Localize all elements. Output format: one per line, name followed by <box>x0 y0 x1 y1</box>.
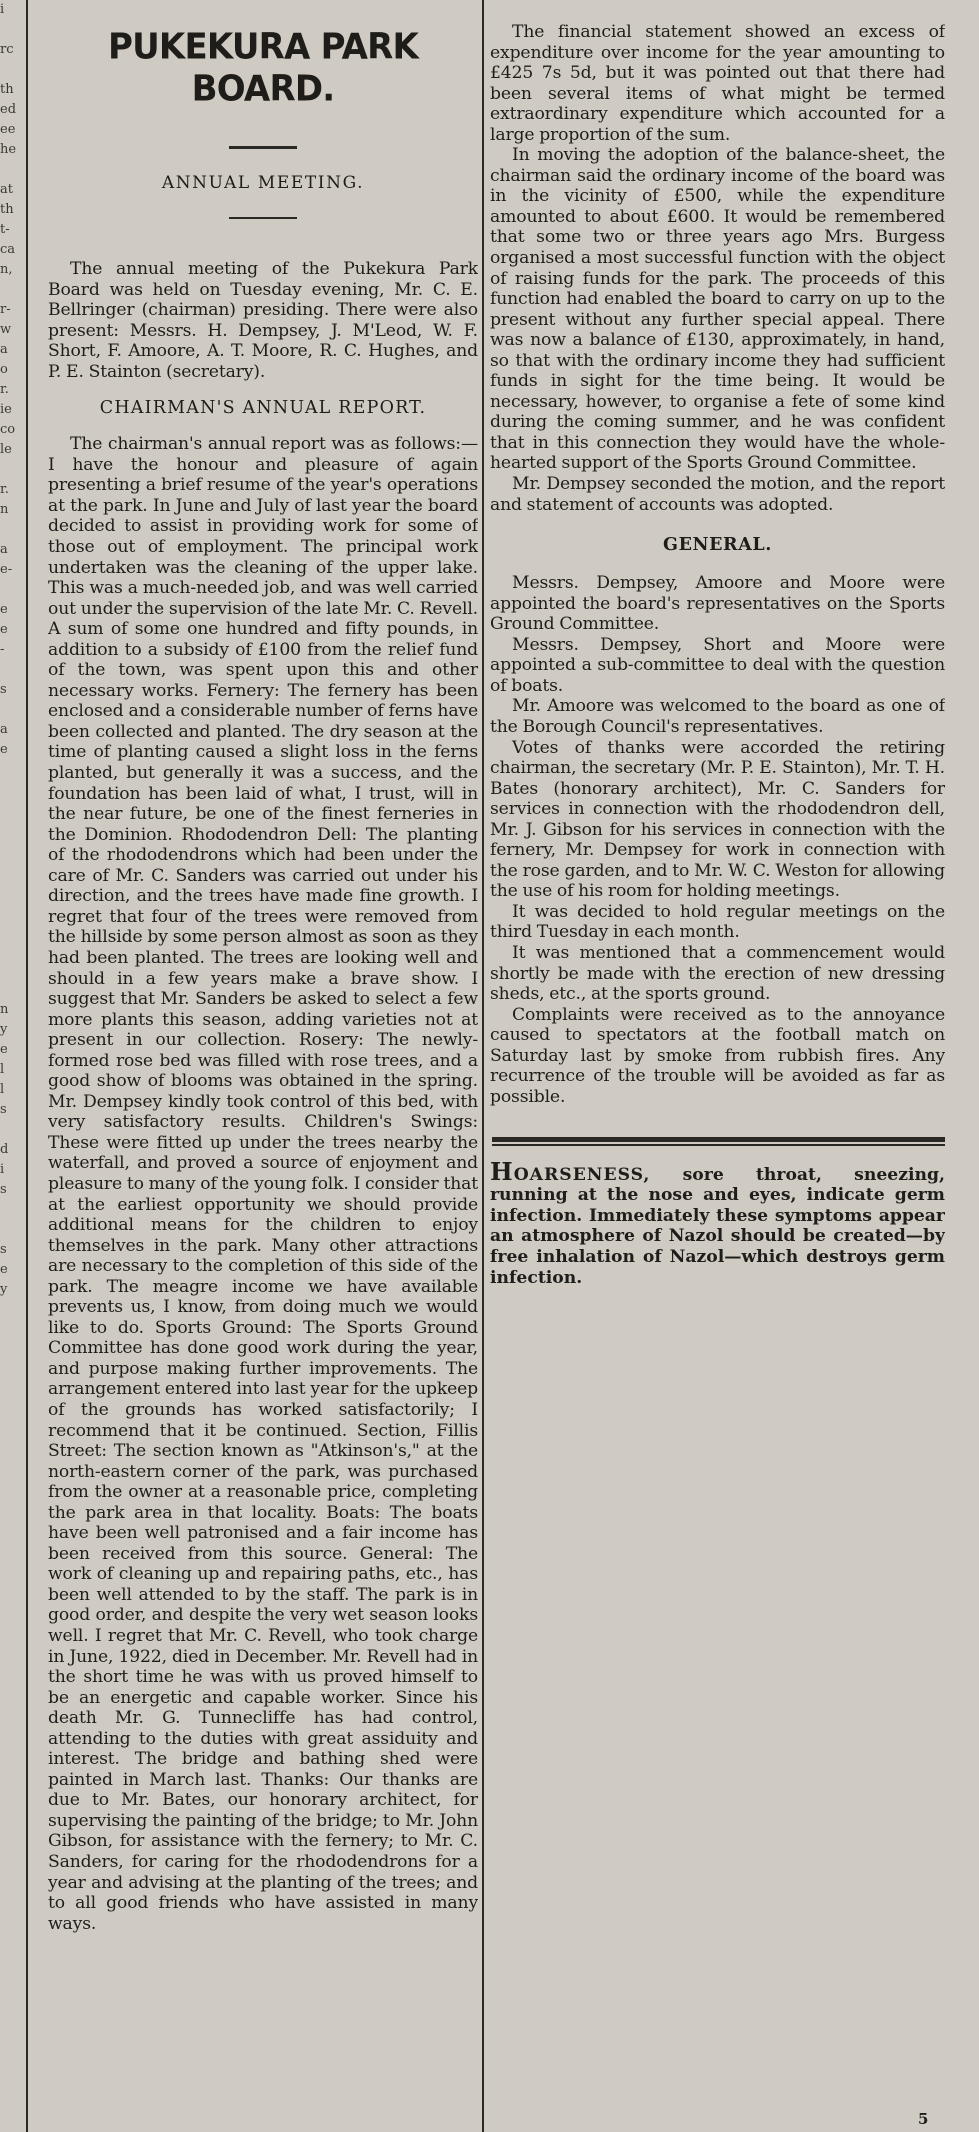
margin-fragment: e- <box>0 562 13 577</box>
margin-fragment <box>0 860 22 880</box>
margin-fragment: y <box>0 1022 8 1037</box>
advert-dropcap: H <box>490 1156 514 1186</box>
general-paragraph-7: Complaints were received as to the annoyance caused to spectators at the football match on Saturday last by smoke from rubbish fires. Any recurrence of the trouble will be avoided as far as possible. <box>490 1004 945 1107</box>
margin-fragment <box>0 960 22 980</box>
margin-fragment: o <box>0 362 8 377</box>
margin-fragment: a <box>0 722 8 737</box>
article-column-1 <box>48 0 478 2114</box>
margin-fragment <box>0 280 22 300</box>
intro-paragraph: The annual meeting of the Pukekura Park Board was held on Tuesday evening, Mr. C. E. Bellringer (chairman) presiding. There were also present: Messrs. H. Dempsey, J. M'Leod, W. F. Short, F. Amoore, A. T. Moore, R. C. Hughes, and P. E. Stainton (secretary). <box>48 259 478 382</box>
margin-fragment <box>0 880 22 900</box>
margin-fragment: e <box>0 1262 8 1277</box>
margin-fragment: e <box>0 602 8 617</box>
column-rule-left <box>26 0 28 2132</box>
margin-fragment: th <box>0 202 14 217</box>
margin-fragment: e <box>0 622 8 637</box>
margin-fragment: w <box>0 322 12 337</box>
margin-fragment <box>0 20 22 40</box>
report-paragraph-part-1: The chairman's annual report was as follows:—I have the honour and pleasure of again presenting a brief resume of the year's operations at the park. In June and July of last year the board decided to assist in providing work for some of those out of employment. The principal work undertaken was the cleaning of the upper lake. This was a much-needed job, and was well carried out under the supervision of the late Mr. C. Revell. A sum of some one hundred and fifty pounds, in addition to a subsidy of £100 from the relief fund of the town, was spent upon this and other necessary works. Fernery: The fernery has been enclosed and a considerable number of ferns have been collected and planted. The dry season at the time of planting caused a slight loss in the ferns planted, but generally it was a success, and the foundation has been laid of what, I trust, will in the near future, be one of the finest ferneries in the Dominion. Rhododendron Dell: The planting of the rhododendrons which had been under the care of Mr. C. Sanders was carried out under his direction, and the trees have made fine growth. I regret that four of the trees were removed from the hillside by some person almost as soon as they had been planted. The trees are looking well and should in a few years make a brave show. I suggest that Mr. Sanders be asked to select a few more plants this season, adding varieties not at present in our collection. Rosery: The newly-formed rose bed was filled with rose trees, and a good show of blooms was obtained in the spring. Mr. Dempsey kindly took control of this bed, with very satisfactory results. Children's Swings: These were fitted up under the trees nearby the waterfall, and proved a source of enjoyment and pleasure to many of the young folk. I consider that at the earliest opportunity we should provide additional means for the children to enjoy themselves in the park. Many other attractions are necessary to the completion of this side of the park. The meagre income we have available prevents us, I know, from doing much we would like to do. Sports Ground: The Sports Ground Committee has done good work during the year, and purpose making further improvements. The arrangement entered into last year for the upkeep of the grounds has worked satisfactorily; I recommend that it be continued. Section, Fillis Street: The section known as "Atkinson's," at the north-eastern corner of the park, was purchased from the owner at a reasonable price, completing the park area in that locality. Boats: The boats have been well patronised and a fair income has been received from this source. General: The work of cleaning up and repairing paths, etc., has been well attended to by the staff. The park is in good order, and despite the very wet season looks well. I regret that Mr. C. Revell, who took charge in June, 1922, died in December. Mr. Revell had in the short time he was with us proved himself to be an energetic and capable worker. Since his death Mr. G. Tunnecliffe has had control, attending to the duties with great assiduity and interest. The bridge and bathing shed were painted in March last. Thanks: Our thanks are due to Mr. Bates, our honorary architect, for supervising the painting of the bridge; to Mr. John Gibson, for assistance with the fernery; to Mr. C. Sanders, for caring for the rhododendrons for a year and advising at the planting of the trees; and to all good friends who have assisted in many ways. <box>48 434 478 1934</box>
general-paragraph-6: It was mentioned that a commencement would shortly be made with the erection of new dressing sheds, etc., at the sports ground. <box>490 942 945 1005</box>
advert-rule-thick <box>492 1137 945 1142</box>
margin-fragment <box>0 780 22 800</box>
margin-fragment <box>0 940 22 960</box>
margin-fragment: a <box>0 542 8 557</box>
margin-fragment <box>0 1520 22 1540</box>
margin-fragment: ed <box>0 102 17 117</box>
margin-fragment: e <box>0 742 8 757</box>
subtitle-dash <box>229 217 297 219</box>
margin-fragment: th <box>0 82 14 97</box>
advert-rule-thin <box>492 1144 945 1146</box>
margin-fragment <box>0 1360 22 1380</box>
report-heading: CHAIRMAN'S ANNUAL REPORT. <box>99 398 427 419</box>
margin-fragment <box>0 580 22 600</box>
financial-statement-paragraph: The financial statement showed an excess of expenditure over income for the year amounting to £425 7s 5d, but it was pointed out that there had been several items of what might be termed extraordinary expenditure which accounted for a large proportion of the sum. <box>490 22 945 145</box>
margin-fragment: rc <box>0 42 14 57</box>
margin-fragment: l <box>0 1062 5 1077</box>
nazol-advert <box>490 1156 945 1288</box>
margin-fragment: n <box>0 1002 9 1017</box>
margin-fragment <box>0 800 22 820</box>
margin-fragment <box>0 700 22 720</box>
margin-fragment <box>0 520 22 540</box>
margin-fragment: s <box>0 1102 7 1117</box>
margin-fragment: l <box>0 1082 5 1097</box>
margin-fragment: he <box>0 142 17 157</box>
margin-fragment <box>0 1420 22 1440</box>
margin-fragment: ee <box>0 122 16 137</box>
margin-fragment: i <box>0 2 5 17</box>
general-paragraph-5: It was decided to hold regular meetings on the third Tuesday in each month. <box>490 901 945 943</box>
margin-fragment <box>0 1480 22 1500</box>
margin-fragment: t- <box>0 222 10 237</box>
margin-fragment <box>0 840 22 860</box>
margin-fragment: s <box>0 1242 7 1257</box>
margin-fragment <box>0 1320 22 1340</box>
seconded-paragraph: Mr. Dempsey seconded the motion, and the report and statement of accounts was adopted. <box>490 474 945 515</box>
margin-fragment <box>0 820 22 840</box>
margin-fragment <box>0 1540 22 1560</box>
general-paragraph-4: Votes of thanks were accorded the retiring chairman, the secretary (Mr. P. E. Stainton), Mr. T. H. Bates (honorary architect), Mr. C. Sanders for services in connection with the rhododendron dell, Mr. J. Gibson for his services in connection with the fernery, Mr. Dempsey for work in connection with the rose garden, and to Mr. W. C. Weston for allowing the use of his room for holding meetings. <box>490 737 945 902</box>
margin-fragment: d <box>0 1142 9 1157</box>
margin-fragment <box>0 460 22 480</box>
margin-fragment <box>0 900 22 920</box>
margin-fragment <box>0 160 22 180</box>
margin-fragment: at <box>0 182 13 197</box>
margin-fragment: ie <box>0 402 12 417</box>
margin-fragment <box>0 920 22 940</box>
title-dash <box>229 146 297 149</box>
margin-fragment <box>0 980 22 1000</box>
column-rule-middle <box>482 0 484 2132</box>
margin-fragment: r. <box>0 382 9 397</box>
margin-fragment: y <box>0 1282 8 1297</box>
general-paragraph-2: Messrs. Dempsey, Short and Moore were appointed a sub-committee to deal with the question of boats. <box>490 634 945 696</box>
margin-fragment: r. <box>0 482 9 497</box>
margin-fragment <box>0 1440 22 1460</box>
margin-fragment <box>0 1340 22 1360</box>
margin-fragment: co <box>0 422 16 437</box>
margin-fragment <box>0 1500 22 1520</box>
general-paragraph-1: Messrs. Dempsey, Amoore and Moore were appointed the board's representatives on the Sports Ground Committee. <box>490 573 945 635</box>
margin-fragment <box>0 1460 22 1480</box>
margin-fragment <box>0 1200 22 1220</box>
margin-fragment: a <box>0 342 8 357</box>
margin-fragment: s <box>0 682 7 697</box>
margin-fragment <box>0 1300 22 1320</box>
margin-fragment: - <box>0 642 5 657</box>
margin-fragment <box>0 60 22 80</box>
margin-fragment <box>0 1120 22 1140</box>
article-column-2 <box>490 0 945 1288</box>
margin-fragment: n, <box>0 262 13 277</box>
article-subtitle: ANNUAL MEETING. <box>161 173 365 193</box>
margin-fragment <box>0 660 22 680</box>
margin-fragment: i <box>0 1162 5 1177</box>
general-heading: GENERAL. <box>663 535 772 556</box>
adjacent-column-fragments <box>0 0 22 2132</box>
margin-fragment <box>0 1400 22 1420</box>
margin-fragment: r- <box>0 302 11 317</box>
advert-body: sore throat, sneezing, running at the nose and eyes, indicate germ infection. Immediately these symptoms appear an atmosphere of Nazol should be created—by free inhalation of Nazol—which destroys germ infection. <box>490 1164 945 1288</box>
page-corner-mark: 5 <box>918 2110 929 2128</box>
margin-fragment: n <box>0 502 9 517</box>
margin-fragment: le <box>0 442 12 457</box>
margin-fragment <box>0 1220 22 1240</box>
margin-fragment: ca <box>0 242 16 257</box>
advert-lead-word: OARSENESS, <box>513 1164 651 1185</box>
margin-fragment: e <box>0 1042 8 1057</box>
general-paragraph-3: Mr. Amoore was welcomed to the board as one of the Borough Council's representatives. <box>490 696 945 737</box>
margin-fragment: s <box>0 1182 7 1197</box>
margin-fragment <box>0 1380 22 1400</box>
margin-fragment <box>0 760 22 780</box>
adoption-paragraph: In moving the adoption of the balance-sheet, the chairman said the ordinary income of the board was in the vicinity of £500, while the expenditure amounted to about £600. It would be remembered that some two or three years ago Mrs. Burgess organised a most successful function with the object of raising funds for the park. The proceeds of this function had enabled the board to carry on up to the present without any further special appeal. There was now a balance of £130, approximately, in hand, so that with the ordinary income they had sufficient funds in sight for the time being. It would be necessary, however, to organise a fete of some kind during the coming summer, and he was confident that in this connection they would have the whole-hearted support of the Sports Ground Committee. <box>490 145 945 474</box>
article-title: PUKEKURA PARK BOARD. <box>107 26 419 110</box>
